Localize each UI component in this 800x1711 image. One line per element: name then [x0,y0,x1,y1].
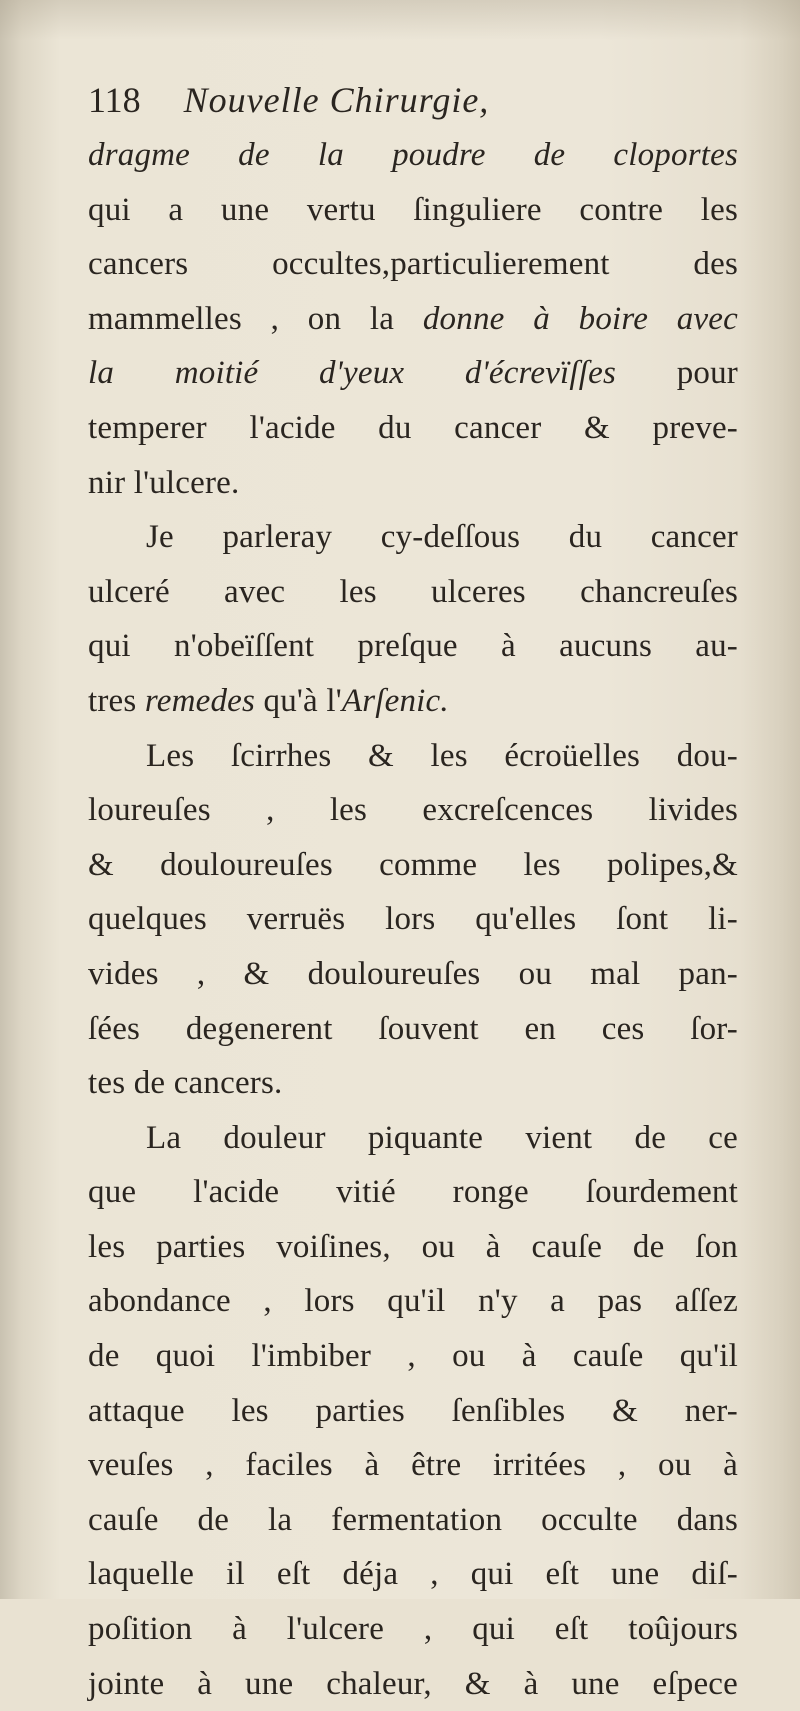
text-line-5-italic: la moitié d'yeux d'écrevïſſes [88,355,617,392]
running-title: Nouvelle Chirurgie, [183,80,490,120]
text-line-28: poſition à l'ulcere , qui eſt toûjours [88,1611,738,1648]
text-line-5-roman: pour [616,355,738,392]
text-line-10: qui n'obeïſſent preſque à aucuns au- [88,628,738,665]
text-line-24: attaque les parties ſenſibles & ner- [88,1392,738,1429]
text-line-22: abondance , lors qu'il n'y a pas aſſez [88,1283,738,1320]
text-line-7: nir l'ulcere. [88,464,240,501]
text-line-13: loureuſes , les excreſcences livides [88,792,738,829]
text-line-26: cauſe de la fermentation occulte dans [88,1501,738,1538]
text-line-5 [88,346,738,401]
text-line-17: ſées degenerent ſouvent en ces ſor- [88,1010,738,1047]
text-line-6: temperer l'acide du cancer & preve- [88,409,738,446]
text-line-25: veuſes , faciles à être irritées , ou à [88,1447,738,1484]
text-line-4-roman: mammelles , on la [88,300,423,337]
text-line-20: que l'acide vitié ronge ſourdement [88,1174,738,1211]
text-line-14: & douloureuſes comme les polipes,& [88,846,738,883]
text-line-8: Je parleray cy-deſſous du cancer [146,519,738,556]
text-line-18: tes de cancers. [88,1065,283,1102]
text-line-29: jointe à une chaleur, & à une eſpece [88,1665,738,1702]
text-line-15: quelques verruës lors qu'elles ſont li- [88,901,738,938]
text-line-4 [88,292,738,347]
text-line-2: qui a une vertu ſinguliere contre les [88,191,738,228]
text-line-23: de quoi l'imbiber , ou à cauſe qu'il [88,1338,738,1375]
text-line-11-b: remedes [144,682,256,719]
text-line-12: Les ſcirrhes & les écroüelles dou- [146,737,738,774]
text-line-9: ulceré avec les ulceres chancreuſes [88,573,738,610]
text-line-27: laquelle il eſt déja , qui eſt une diſ- [88,1556,738,1593]
running-header [88,72,738,128]
text-line-11 [88,674,738,729]
text-line-19: La douleur piquante vient de ce [146,1119,738,1156]
text-line-21: les parties voiſines, ou à cauſe de ſon [88,1228,738,1265]
text-line-11-a: tres [88,682,145,719]
text-line-11-c: qu'à l' [255,682,342,719]
text-line-1: dragme de la poudre de cloportes [88,137,738,173]
text-line-4-italic: donne à boire avec [422,300,738,337]
page-number: 118 [88,80,141,120]
text-line-3: cancers occultes,particulierement des [88,246,738,283]
text-line-11-d: Arſenic. [341,682,449,719]
text-line-16: vides , & douloureuſes ou mal pan- [88,955,738,992]
page-text-block [88,72,738,1711]
